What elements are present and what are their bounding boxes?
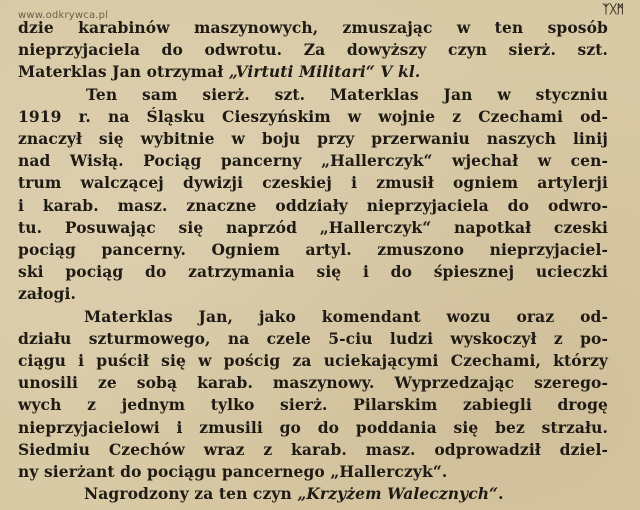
text-line: nieprzyjaciela do odwrotu. Za dowyższy czyn sierż. szt. [18,40,608,60]
text-line: Materklas Jan, jako komendant wozu oraz od- [84,306,608,326]
text-line: 1919 r. na Śląsku Cieszyńskim w wojnie z Czechami od- [18,106,608,126]
text-line: i karab. masz. znaczne oddziały nieprzyjaciela do odwro- [18,195,608,215]
award-name: „Virtuti Militari“ V kl. [228,62,421,82]
text-line: działu szturmowego, na czele 5-ciu ludzi wyskoczył z po- [18,328,608,348]
text-line: dzie karabinów maszynowych, zmuszając w ten sposób [18,18,608,37]
text-line: tu. Posuwając się naprzód „Hallerczyk“ napotkał czeski [18,217,608,237]
text-line: pociąg pancerny. Ogniem artyl. zmuszono nieprzyjaciel- [18,240,608,259]
text-line: Ten sam sierż. szt. Materklas Jan w styczniu [86,84,608,104]
text-line: ski pociąg do zatrzymania się i do śpiesznej ucieczki [18,262,608,282]
text-line: nieprzyjacielowi i zmusili go do poddania się bez strzału. [18,417,608,437]
text-line: Siedmiu Czechów wraz z karab. masz. odprowadził dziel- [18,439,608,459]
text-line: wych z jednym tylko sierż. Pilarskim zabiegli drogę [18,395,608,415]
text-line: ny sierżant do pociągu pancernego „Hallerczyk“. [18,462,448,481]
text-line: unosili ze sobą karab. maszynowy. Wyprzedzając szerego- [18,373,608,393]
text-line: ciągu i puścił się w pościg za uciekającymi Czechami, którzy [18,351,608,370]
text-line: Materklas Jan otrzymał „Virtuti Militari“ V kl. [18,62,421,82]
text-line: znaczył się wybitnie w boju przy przerwaniu naszych linij [18,129,608,148]
watermark-text: www.odkrywca.pl [18,10,109,21]
award-name: „Krzyżem Walecznych“ [297,484,499,504]
page-marker: ᛉᚷᛗ [602,2,624,16]
text-line: trum walczącej dywizji czeskiej i zmusił ogniem artylerji [18,173,608,193]
text-line: nad Wisłą. Pociąg pancerny „Hallerczyk“ wjechał w cen- [18,151,608,171]
text-line: Nagrodzony za ten czyn „Krzyżem Walecznych“. [84,484,504,504]
text-line: załogi. [18,284,76,304]
